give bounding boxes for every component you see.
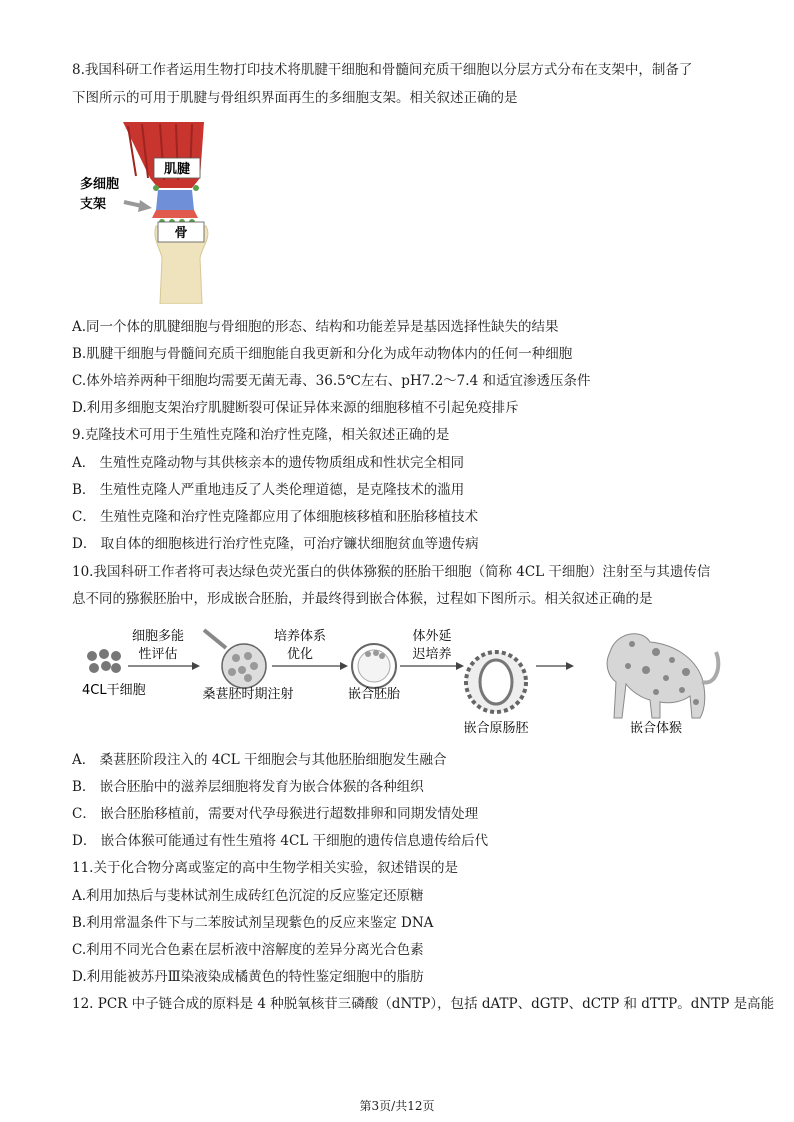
arrow-icon (456, 662, 464, 670)
q9-option-d: D． 取自体的细胞核进行治疗性克隆，可治疗镰状细胞贫血等遗传病 (72, 536, 479, 552)
q8-option-c: C.体外培养两种干细胞均需要无菌无毒、36.5℃左右、pH7.2～7.4 和适宜渗透压条件 (72, 373, 591, 389)
q8-stem-line1: 8.我国科研工作者运用生物打印技术将肌腱干细胞和骨髓间充质干细胞以分层方式分布在支架中，制备了 (72, 62, 693, 78)
chimeric-monkey-icon (607, 634, 718, 718)
q10-option-a: A． 桑葚胚阶段注入的 4CL 干细胞会与其他胚胎细胞发生融合 (72, 752, 447, 768)
step2-label-b: 优化 (286, 647, 314, 662)
label-chimeric-monkey: 嵌合体猴 (629, 721, 683, 736)
q9-option-c: C． 生殖性克隆和治疗性克隆都应用了体细胞核移植和胚胎移植技术 (72, 509, 479, 525)
q10-option-d: D． 嵌合体猴可能通过有性生殖将 4CL 干细胞的遗传信息遗传给后代 (72, 833, 489, 849)
q11-option-d: D.利用能被苏丹Ⅲ染液染成橘黄色的特性鉴定细胞中的脂肪 (72, 969, 424, 985)
step1-label-b: 性评估 (138, 647, 178, 662)
q10-stem-line2: 息不同的猕猴胚胎中，形成嵌合胚胎，并最终得到嵌合体猴，过程如下图所示。相关叙述正确的是 (72, 591, 653, 607)
q11-option-a: A.利用加热后与斐林试剂生成砖红色沉淀的反应鉴定还原糖 (72, 888, 424, 904)
q10-stem-line1: 10.我国科研工作者将可表达绿色荧光蛋白的供体猕猴的胚胎干细胞（简称 4CL 干细胞）注射至与其遗传信 (72, 564, 711, 580)
q11-stem: 11.关于化合物分离或鉴定的高中生物学相关实验，叙述错误的是 (72, 860, 458, 876)
arrow-icon (566, 662, 574, 670)
arrow-icon (192, 662, 200, 670)
q8-option-d: D.利用多细胞支架治疗肌腱断裂可保证异体来源的细胞移植不引起免疫排斥 (72, 400, 519, 416)
step3-label-a: 体外延 (412, 629, 452, 644)
scaffold-arrow-icon (138, 200, 152, 212)
q10-option-c: C． 嵌合胚胎移植前，需要对代孕母猴进行超数排卵和同期发情处理 (72, 806, 479, 822)
label-morula-injection: 桑葚胚时期注射 (202, 687, 294, 702)
pipette-icon (204, 630, 226, 648)
label-4cl-cells: 4CL干细胞 (82, 683, 146, 698)
label-chimeric-gastrula: 嵌合原肠胚 (463, 721, 529, 736)
q8-option-b: B.肌腱干细胞与骨髓间充质干细胞能自我更新和分化为成年动物体内的任何一种细胞 (72, 346, 573, 362)
q8-stem-line2: 下图所示的可用于肌腱与骨组织界面再生的多细胞支架。相关叙述正确的是 (72, 90, 518, 106)
q11-option-b: B.利用常温条件下与二苯胺试剂呈现紫色的反应来鉴定 DNA (72, 915, 434, 931)
scaffold-middle-layer (152, 210, 198, 218)
arrow-icon (340, 662, 348, 670)
morula-icon (222, 644, 266, 688)
scaffold-label-1: 多细胞 (80, 177, 120, 192)
q11-option-c: C.利用不同光合色素在层析液中溶解度的差异分离光合色素 (72, 942, 424, 958)
scaffold-top-layer (156, 190, 194, 210)
chimera-process-figure (76, 622, 736, 740)
page-footer: 第3页/共12页 (359, 1099, 435, 1113)
tendon-label: 肌腱 (163, 162, 191, 177)
scaffold-label-2: 支架 (80, 197, 107, 212)
q9-option-a: A． 生殖性克隆动物与其供核亲本的遗传物质组成和性状完全相同 (72, 455, 465, 471)
step1-label-a: 细胞多能 (131, 629, 185, 644)
label-chimeric-embryo: 嵌合胚胎 (347, 687, 401, 702)
q8-option-a: A.同一个体的肌腱细胞与骨细胞的形态、结构和功能差异是基因选择性缺失的结果 (72, 319, 559, 335)
4cl-cells-icon (87, 649, 121, 673)
q9-option-b: B． 生殖性克隆人严重地违反了人类伦理道德，是克隆技术的滥用 (72, 482, 465, 498)
step3-label-b: 迟培养 (412, 647, 452, 662)
q12-stem-line1: 12. PCR 中子链合成的原料是 4 种脱氧核苷三磷酸（dNTP），包括 dATP、dGTP、dCTP 和 dTTP。dNTP 是高能 (72, 996, 775, 1012)
q10-option-b: B． 嵌合胚胎中的滋养层细胞将发育为嵌合体猴的各种组织 (72, 779, 424, 795)
tendon-bone-scaffold-figure (76, 118, 226, 304)
q9-stem: 9.克隆技术可用于生殖性克隆和治疗性克隆，相关叙述正确的是 (72, 427, 450, 443)
step2-label-a: 培养体系 (273, 629, 327, 644)
bone-label: 骨 (174, 226, 188, 241)
